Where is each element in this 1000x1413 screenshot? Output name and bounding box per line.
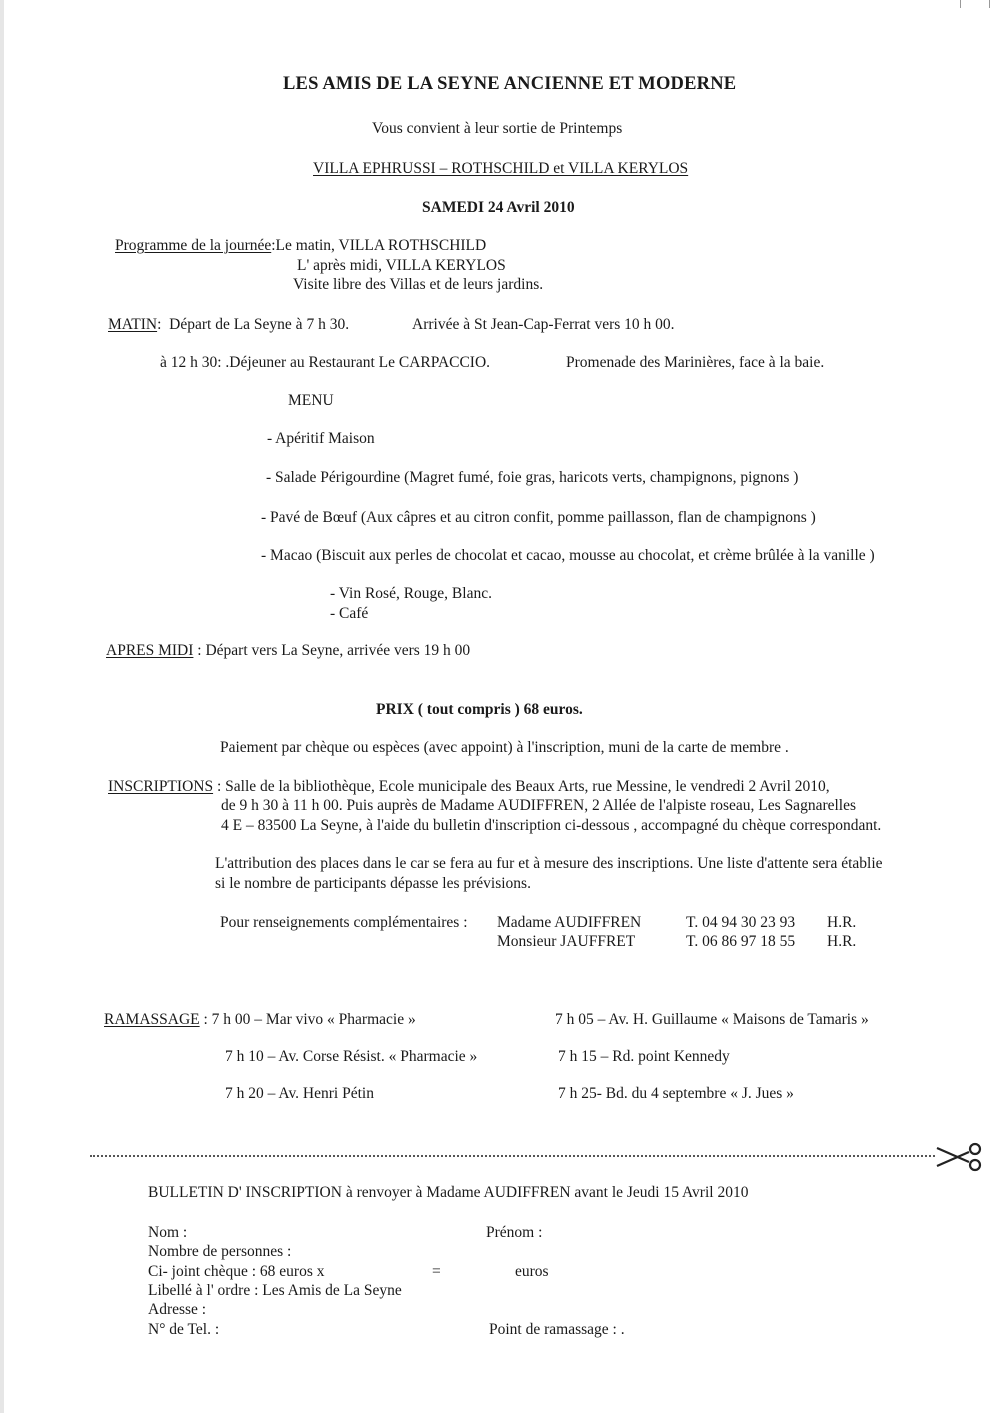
ramassage-stop: 7 h 20 – Av. Henri Pétin [225, 1085, 374, 1102]
event-date: SAMEDI 24 Avril 2010 [422, 199, 575, 216]
inscriptions-line-2: de 9 h 30 à 11 h 00. Puis auprès de Madame AUDIFFREN, 2 Allée de l'alpiste roseau, Les Sagnarelles [221, 797, 857, 814]
programme-line-2: L' après midi, VILLA KERYLOS [297, 257, 506, 274]
equals-sign: = [432, 1263, 441, 1280]
menu-item: - Apéritif Maison [267, 430, 375, 447]
apres-midi-label: APRES MIDI [106, 642, 194, 659]
villas-line: VILLA EPHRUSSI – ROTHSCHILD et VILLA KERYLOS [313, 160, 689, 177]
ramassage-stop: 7 h 05 – Av. H. Guillaume « Maisons de Tamaris » [555, 1011, 869, 1028]
inscriptions-label: INSCRIPTIONS [108, 778, 214, 795]
ramassage-stop: 7 h 10 – Av. Corse Résist. « Pharmacie » [225, 1048, 478, 1065]
libelle-field: Libellé à l' ordre : Les Amis de La Seyne [148, 1282, 402, 1299]
contact-hr: H.R. [827, 933, 857, 950]
contact-name: Madame AUDIFFREN [497, 914, 642, 931]
menu-item: - Café [330, 605, 369, 622]
menu-item: - Macao (Biscuit aux perles de chocolat et cacao, mousse au chocolat, et crème brûlée à la vanille ) [261, 547, 875, 564]
ramassage-stop: 7 h 25- Bd. du 4 septembre « J. Jues » [558, 1085, 794, 1102]
cheque-field: Ci- joint chèque : 68 euros x [148, 1263, 325, 1280]
programme-line-1: :Le matin, VILLA ROTHSCHILD [271, 237, 487, 254]
scissors-icon [935, 1140, 985, 1174]
renseignements-label: Pour renseignements complémentaires : [220, 914, 468, 931]
matin-colon: : [157, 316, 162, 333]
prenom-field: Prénom : [486, 1224, 543, 1241]
matin-arrivee: Arrivée à St Jean-Cap-Ferrat vers 10 h 00. [412, 316, 675, 333]
menu-item: - Vin Rosé, Rouge, Blanc. [330, 585, 492, 602]
tel-field: N° de Tel. : [148, 1321, 220, 1338]
matin-label: MATIN [108, 316, 158, 333]
contact-tel: T. 04 94 30 23 93 [686, 914, 796, 931]
nombre-field: Nombre de personnes : [148, 1243, 292, 1260]
programme-line-3: Visite libre des Villas et de leurs jardins. [293, 276, 544, 293]
point-ramassage-field: Point de ramassage : . [489, 1321, 625, 1338]
apres-midi-text: : Départ vers La Seyne, arrivée vers 19 h 00 [197, 642, 471, 659]
inscriptions-line-1: : Salle de la bibliothèque, Ecole municipale des Beaux Arts, rue Messine, le vendredi 2 Avril 2010, [216, 778, 830, 795]
menu-heading: MENU [288, 392, 334, 409]
scan-mark [960, 0, 990, 8]
contact-hr: H.R. [827, 914, 857, 931]
places-line-2: si le nombre de participants dépasse les prévisions. [215, 875, 531, 892]
prix-line: PRIX ( tout compris ) 68 euros. [376, 701, 583, 718]
ramassage-stop: : 7 h 00 – Mar vivo « Pharmacie » [203, 1011, 416, 1028]
contact-tel: T. 06 86 97 18 55 [686, 933, 796, 950]
matin-row [108, 316, 349, 334]
ramassage-row [104, 1011, 416, 1029]
programme-row [115, 237, 486, 255]
promenade-line: Promenade des Marinières, face à la baie. [566, 354, 825, 371]
places-line-1: L'attribution des places dans le car se fera au fur et à mesure des inscriptions. Une liste d'attente sera établie [215, 855, 883, 872]
euros-label: euros [515, 1263, 549, 1280]
programme-label: Programme de la journée [115, 237, 272, 254]
page-edge [0, 0, 4, 1413]
apres-midi-row [106, 642, 470, 660]
contact-name: Monsieur JAUFFRET [497, 933, 636, 950]
invite-line: Vous convient à leur sortie de Printemps [372, 120, 623, 137]
dejeuner-line: à 12 h 30: .Déjeuner au Restaurant Le CARPACCIO. [160, 354, 491, 371]
page-title: LES AMIS DE LA SEYNE ANCIENNE ET MODERNE [283, 74, 737, 94]
ramassage-label: RAMASSAGE [104, 1011, 200, 1028]
nom-field: Nom : [148, 1224, 188, 1241]
paiement-line: Paiement par chèque ou espèces (avec appoint) à l'inscription, muni de la carte de membre . [220, 739, 789, 756]
bulletin-title: BULLETIN D' INSCRIPTION à renvoyer à Madame AUDIFFREN avant le Jeudi 15 Avril 2010 [148, 1184, 749, 1201]
ramassage-stop: 7 h 15 – Rd. point Kennedy [558, 1048, 730, 1065]
inscriptions-line-3: 4 E – 83500 La Seyne, à l'aide du bulletin d'inscription ci-dessous , accompagné du chèque correspondant. [221, 817, 882, 834]
inscriptions-row [108, 778, 830, 796]
matin-depart: Départ de La Seyne à 7 h 30. [169, 316, 350, 333]
cut-line [90, 1155, 935, 1157]
adresse-field: Adresse : [148, 1301, 207, 1318]
menu-item: - Pavé de Bœuf (Aux câpres et au citron confit, pomme paillasson, flan de champignons ) [261, 509, 816, 526]
menu-item: - Salade Périgourdine (Magret fumé, foie gras, haricots verts, champignons, pignons ) [266, 469, 799, 486]
